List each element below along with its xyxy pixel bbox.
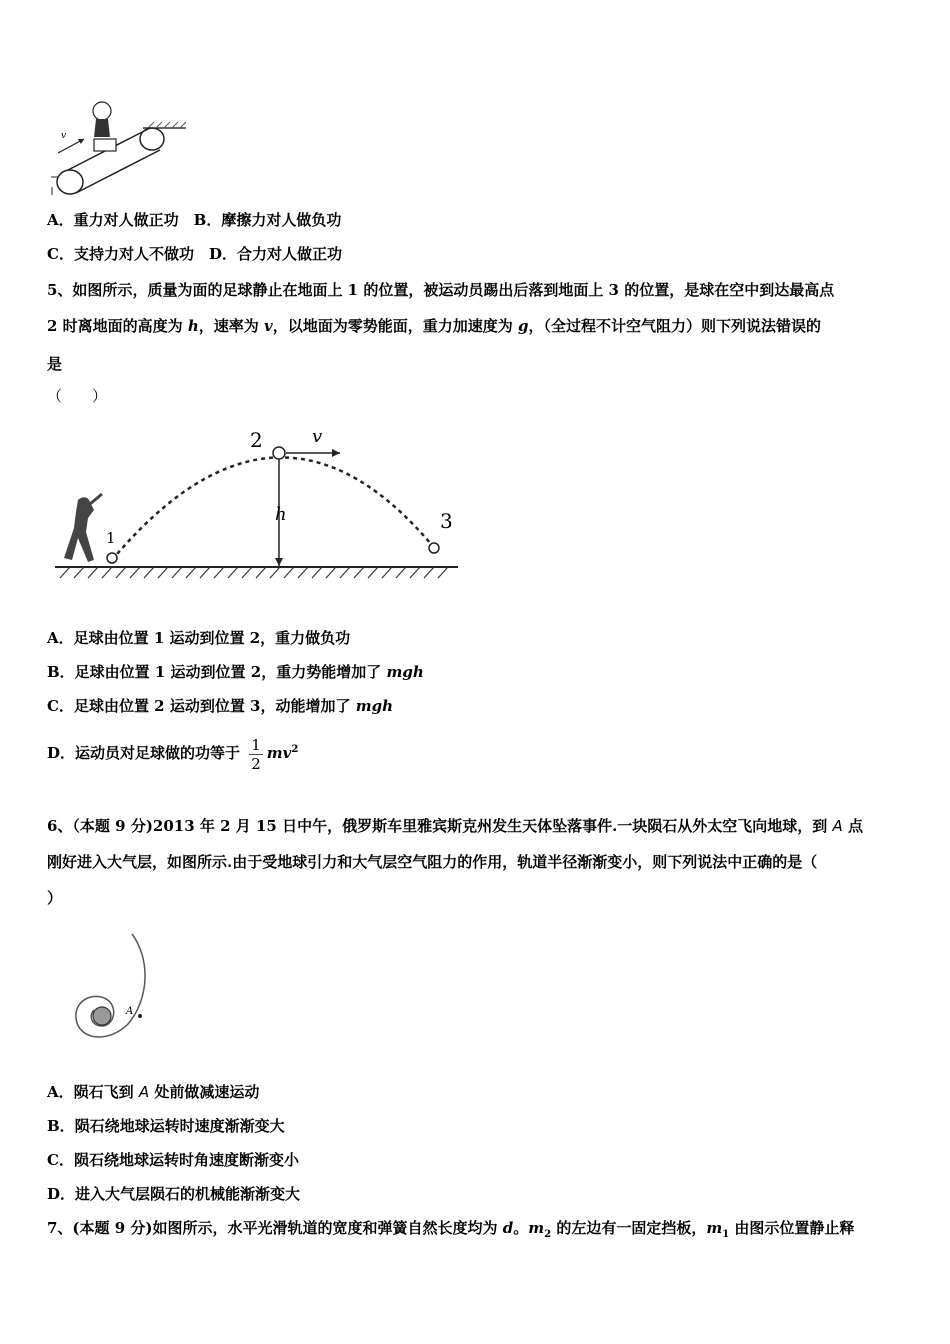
q5-stem-line-2: 2 时离地面的高度为 h，速率为 v，以地面为零势能面，重力加速度为 g，（全过程不计空气阻力）则下列说法错误的: [47, 317, 821, 335]
q5-option-a: A．足球由位置 1 运动到位置 2，重力做负功: [47, 629, 351, 647]
q4-option-line-2: C．支持力对人不做功 D．合力对人做正功: [47, 245, 342, 263]
q6-option-a: A．陨石飞到 A 处前做减速运动: [47, 1083, 260, 1101]
q6-option-c: C．陨石绕地球运转时角速度断渐变小: [47, 1151, 299, 1169]
q6-stem-line-3: ）: [47, 889, 63, 907]
q5-option-b: B．足球由位置 1 运动到位置 2，重力势能增加了 mgh: [47, 663, 424, 681]
q6-option-b: B．陨石绕地球运转时速度渐渐变大: [47, 1117, 285, 1135]
q6-option-d: D．进入大气层陨石的机械能渐渐变大: [47, 1185, 301, 1203]
projectile-figure: [50, 420, 465, 585]
point-a-label: A: [126, 1006, 134, 1017]
position-2-label: 2: [250, 428, 263, 452]
velocity-label: v: [61, 131, 67, 141]
q7-stem-line-1: 7、(本题 9 分)如图所示，水平光滑轨道的宽度和弹簧自然长度均为 d。$m_2$ 的左边有一固定挡板，$m_1$ 由图示位置静止释: [47, 1219, 855, 1240]
q5-option-d: D．运动员对足球做的功等于 $\frac{1}{2}$ $mv^2$: [47, 735, 299, 773]
q4-option-line-1: A．重力对人做正功 B．摩擦力对人做负功: [47, 211, 342, 229]
q5-answer-blank: （ ）: [47, 387, 108, 405]
position-1-label: 1: [106, 529, 116, 547]
q5-stem-line-3: 是: [47, 355, 63, 373]
q6-stem-line-1: 6、（本题 9 分)2013 年 2 月 15 日中午，俄罗斯车里雅宾斯克州发生天体坠落事件.一块陨石从外太空飞向地球，到 A 点: [47, 817, 864, 835]
q6-stem-line-2: 刚好进入大气层，如图所示.由于受地球引力和大气层空气阻力的作用，轨道半径渐渐变小，则下列说法中正确的是（: [47, 853, 818, 871]
velocity-label: v: [312, 426, 323, 447]
meteorite-orbit-figure: [68, 928, 178, 1053]
height-label: h: [275, 504, 287, 525]
position-3-label: 3: [440, 509, 453, 533]
escalator-figure: [48, 95, 188, 200]
q5-stem-line-1: 5、如图所示，质量为面的足球静止在地面上 1 的位置，被运动员踢出后落到地面上 3 的位置，是球在空中到达最高点: [47, 281, 835, 299]
fraction-one-half: $\frac{1}{2}$: [251, 735, 261, 773]
q5-option-c: C．足球由位置 2 运动到位置 3，动能增加了 mgh: [47, 697, 393, 715]
